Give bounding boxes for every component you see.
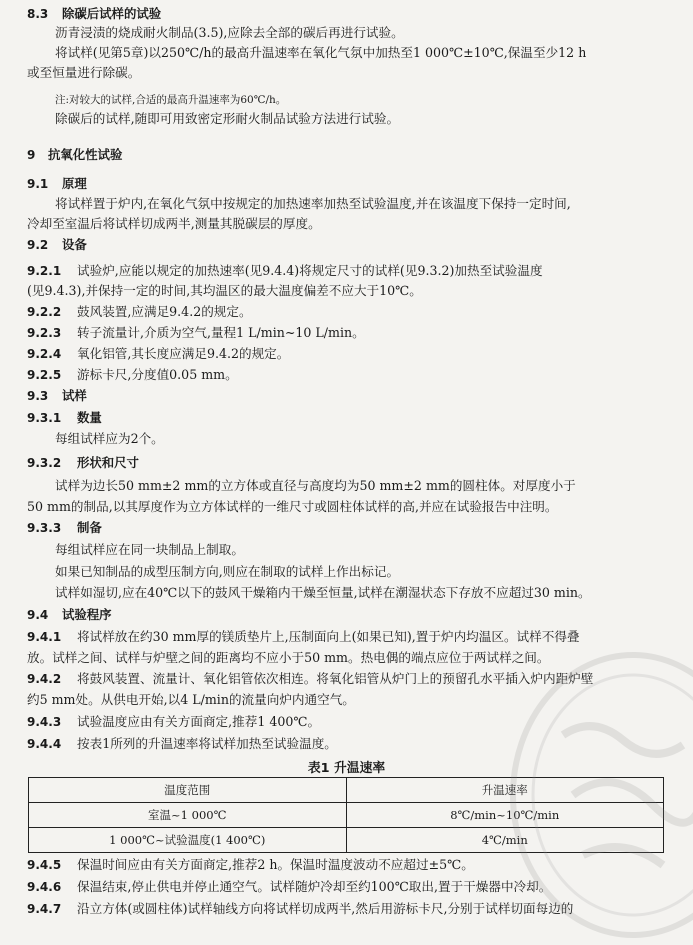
column-header: 升温速率 [346, 778, 664, 803]
column-header: 温度范围 [29, 778, 347, 803]
table-header-row [29, 778, 664, 803]
document-page: 8.3 除碳后试样的试验 沥青浸渍的烧成耐火制品(3.5),应除去全部的碳后再进行试验。 将试样(见第5章)以250℃/h的最高升温速率在氧化气氛中加热至1 000℃±10℃,保温至少12 h 或至恒量进行除碳。 注:对较大的试样,合适的最高升温速率为60℃/h。 除碳后的试样,随即可用致密定形耐火制品试验方法进行试验。 9 抗氧化性试验 9.1 原理 将试样置于炉内,在氧化气氛中按规定的加热速率加热至试验温度,并在该温度下保持一定时间, 冷却至室温后将试样切成两半,测量其脱碳层的厚度。 9.2 设备 9.2.1 试验炉,应能以规定的加热速率(见9.4.4)将规定尺寸的试样(见9.3.2)加热至试验温度 (见9.4.3),并保持一定的时间,其均温区的最大温度偏差不应大于10℃。 9.2.2 鼓风装置,应满足9.4.2的规定。 9.2.3 转子流量计,介质为空气,量程1 L/min~10 L/min。 9.2.4 氧化铝管,其长度应满足9.4.2的规定。 9.2.5 游标卡尺,分度值0.05 mm。 9.3 试样 9.3.1 数量 每组试样应为2个。 9.3.2 形状和尺寸 试样为边长50 mm±2 mm的立方体或直径与高度均为50 mm±2 mm的圆柱体。对厚度小于 50 mm的制品,以其厚度作为立方体试样的一维尺寸或圆柱体试样的高,并应在试验报告中注明。 9.3.3 制备 每组试样应在同一块制品上制取。 如果已知制品的成型压制方向,则应在制取的试样上作出标记。 试样如湿切,应在40℃以下的鼓风干燥箱内干燥至恒量,试样在潮湿状态下存放不应超过30 min。 9.4 试验程序 9.4.1 将试样放在约30 mm厚的镁质垫片上,压制面向上(如果已知),置于炉内均温区。试样不得叠 放。试样之间、试样与炉壁之间的距离均不应小于50 mm。热电偶的端点应位于两试样之间。 9.4.2 将鼓风装置、流量计、氧化铝管依次相连。将氧化铝管从炉门上的预留孔水平插入炉内距炉壁 约5 mm处。从供电开始,以4 L/min的流量向炉内通空气。 9.4.3 试验温度应由有关方面商定,推荐1 400℃。 9.4.4 按表1所列的升温速率将试样加热至试验温度。 表1 升温速率 温度范围 升温速率 室温~1 000℃ 8℃/min~10℃/min 1 000℃~试验温度(1 400℃) 4℃/min 9.4.5 保温时间应由有关方面商定,推荐2 h。保温时温度波动不应超过±5℃。 9.4.6 保温结束,停止供电并停止通空气。试样随炉冷却至约100℃取出,置于干燥器中冷却。 9.4.7 沿立方体(或圆柱体)试样轴线方向将试样切成两半,然后用游标卡尺,分别于试样切面每边的 [0, 0, 693, 922]
table-row [29, 828, 664, 853]
table-cell: 8℃/min~10℃/min [346, 803, 664, 828]
table-row [29, 803, 664, 828]
table-cell: 1 000℃~试验温度(1 400℃) [29, 828, 347, 853]
table-title: 表1 升温速率 [307, 761, 386, 776]
heating-rate-table [28, 777, 664, 853]
table-cell: 室温~1 000℃ [29, 803, 347, 828]
table-cell: 4℃/min [346, 828, 664, 853]
